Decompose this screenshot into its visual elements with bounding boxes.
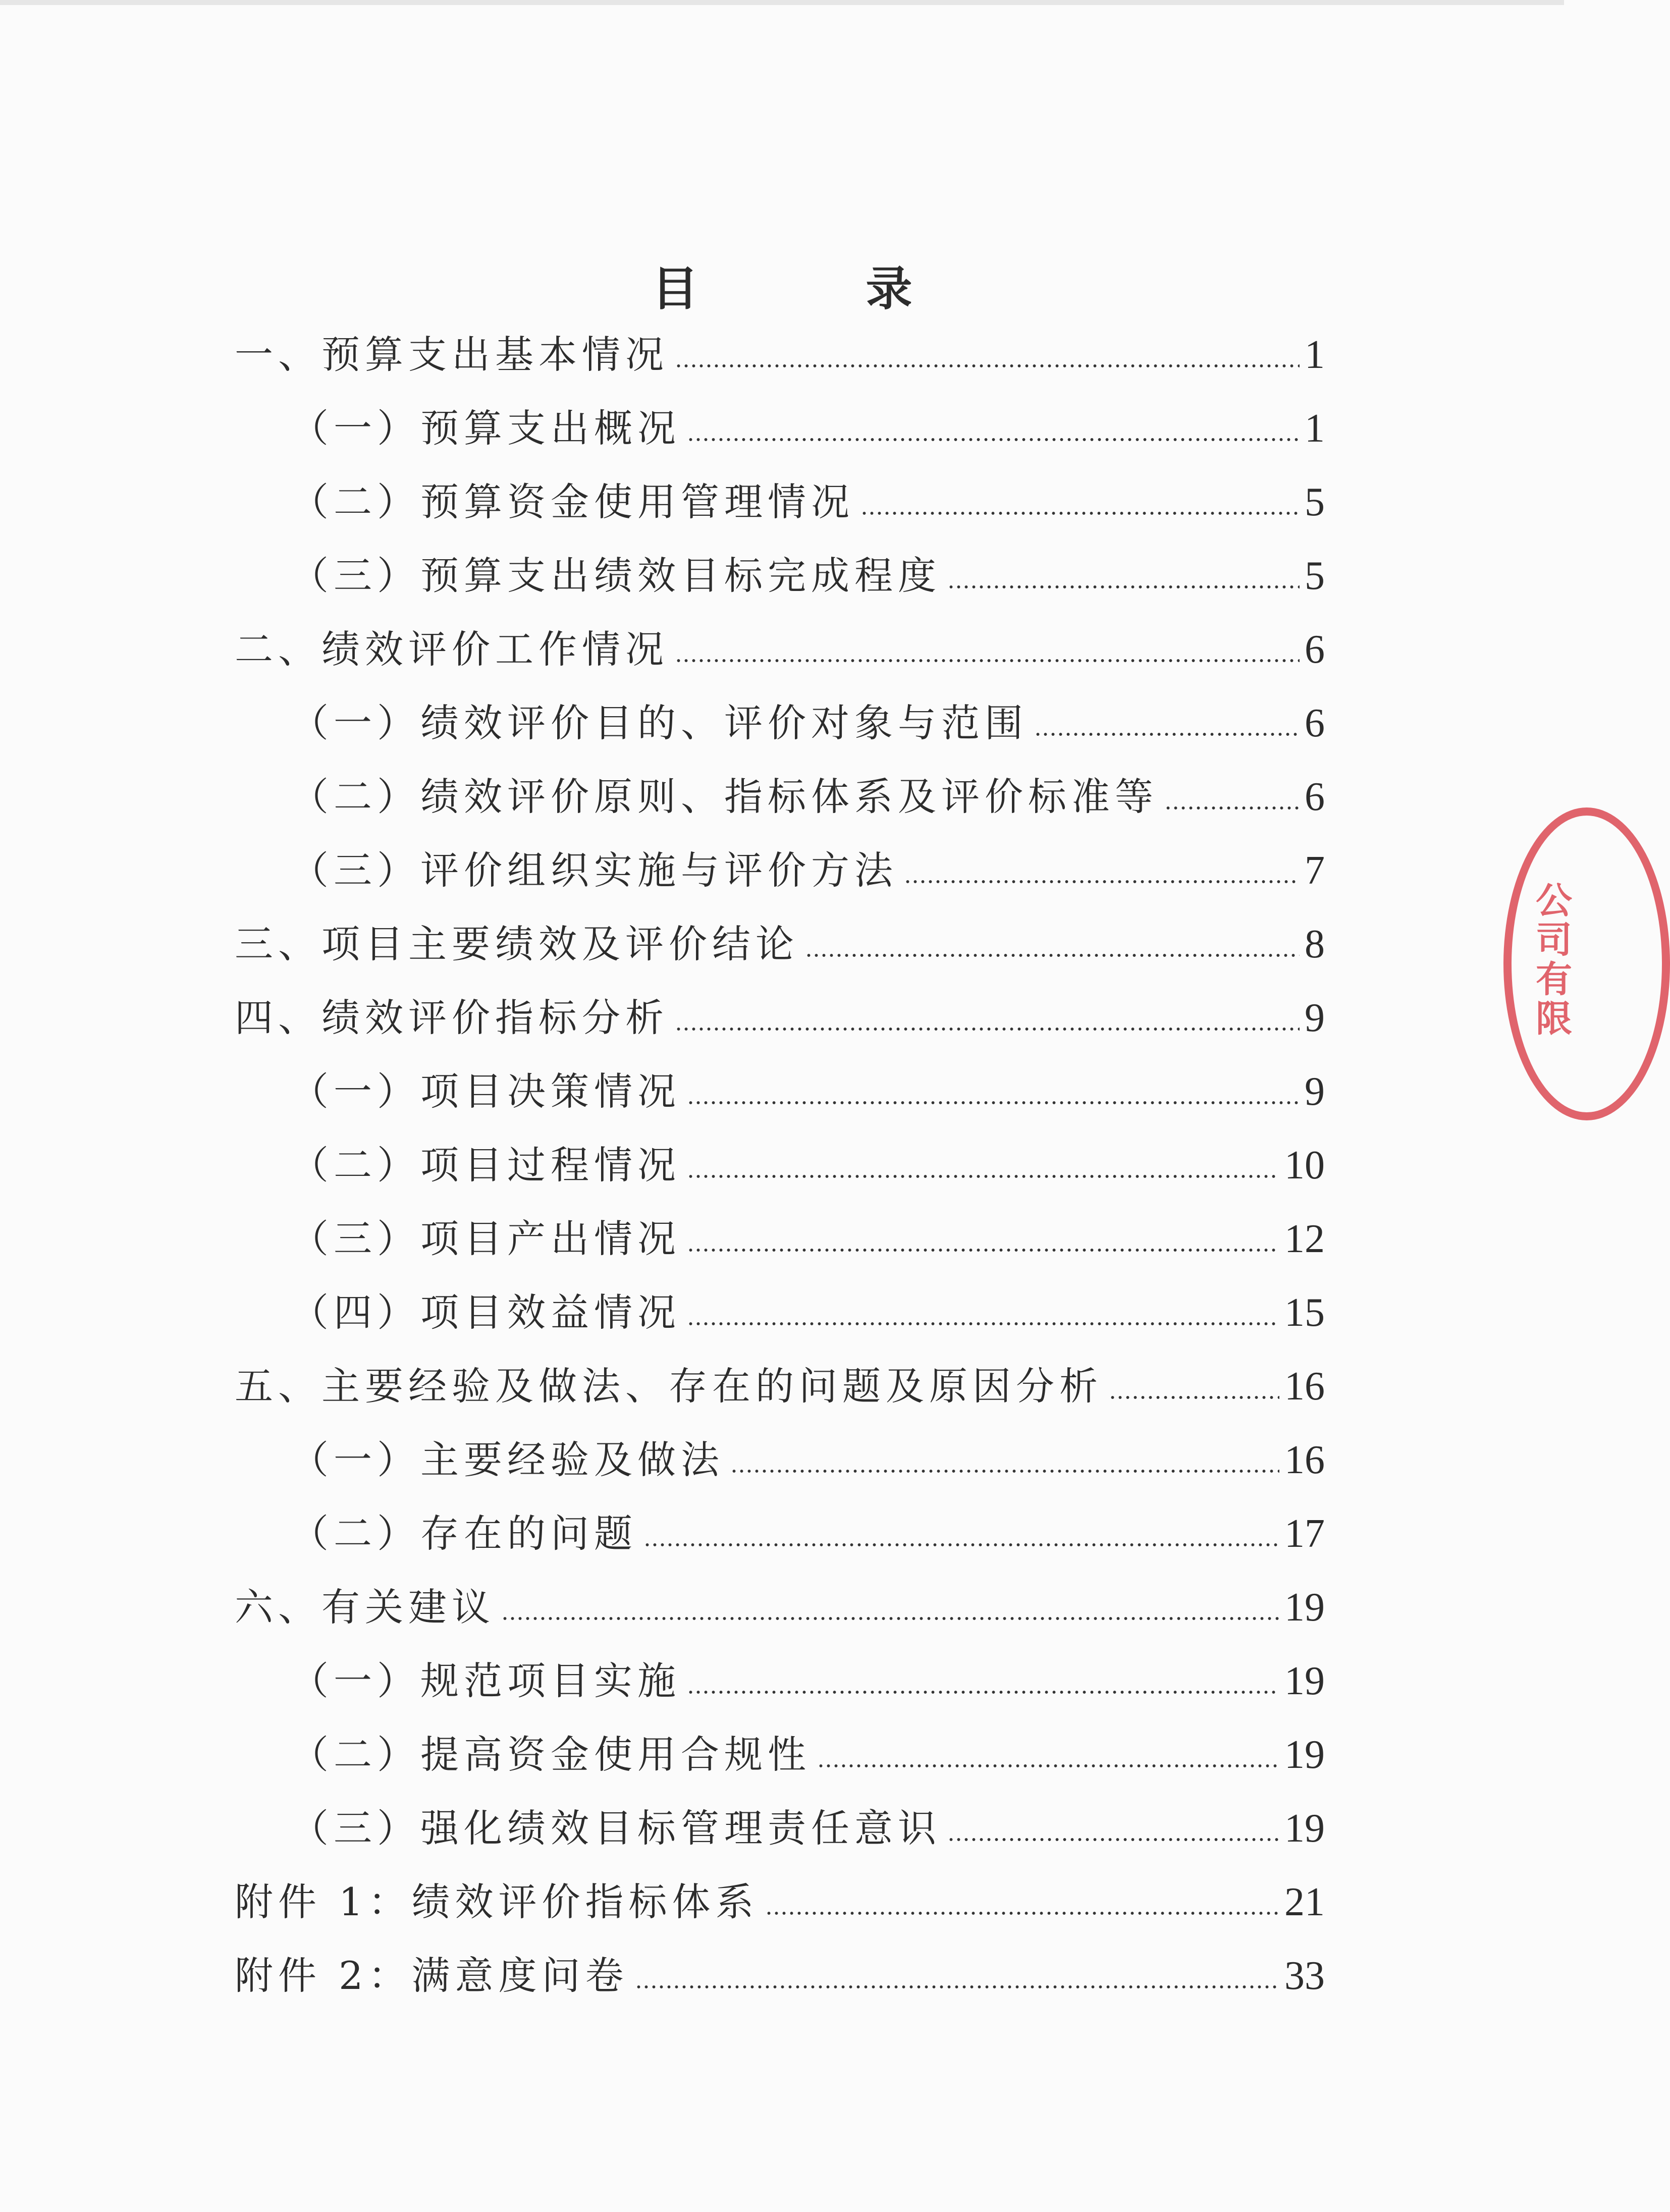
dot-leader: [805, 953, 1300, 958]
toc-entry-label: （一）项目决策情况: [290, 1069, 681, 1114]
dot-leader: [635, 1984, 1279, 1989]
toc-entry-page-number: 12: [1284, 1217, 1325, 1261]
toc-entry-label: （三）项目产出情况: [290, 1216, 681, 1261]
toc-entry[interactable]: [235, 1128, 1325, 1202]
dot-leader: [687, 1248, 1279, 1253]
dot-leader: [1034, 732, 1300, 737]
toc-entry-label: （二）绩效评价原则、指标体系及评价标准等: [290, 774, 1158, 819]
dot-leader: [501, 1616, 1279, 1621]
toc-entry-label: 五、主要经验及做法、存在的问题及原因分析: [235, 1364, 1103, 1409]
toc-entry-page-number: 17: [1284, 1512, 1325, 1556]
toc-entry-page-number: 9: [1305, 996, 1325, 1040]
toc-entry[interactable]: [235, 613, 1325, 686]
toc-entry-page-number: 6: [1305, 627, 1325, 672]
dot-leader: [947, 584, 1300, 589]
toc-entry-page-number: 19: [1284, 1733, 1325, 1777]
toc-entry[interactable]: [235, 760, 1325, 834]
toc-entry-page-number: 16: [1284, 1438, 1325, 1482]
toc-entry[interactable]: [235, 1350, 1325, 1423]
toc-entry-label: （三）强化绩效目标管理责任意识: [290, 1806, 941, 1851]
toc-entry[interactable]: [235, 539, 1325, 613]
toc-entry[interactable]: [235, 1644, 1325, 1718]
table-of-contents: [235, 318, 1325, 2013]
toc-entry[interactable]: [235, 1718, 1325, 1792]
toc-entry-page-number: 15: [1284, 1290, 1325, 1335]
toc-entry-label: 一、预算支出基本情况: [235, 332, 669, 377]
dot-leader: [687, 1690, 1279, 1695]
toc-entry[interactable]: [235, 1497, 1325, 1571]
toc-entry-label: （二）项目过程情况: [290, 1143, 681, 1188]
dot-leader: [675, 363, 1300, 368]
toc-entry-page-number: 5: [1305, 480, 1325, 524]
dot-leader: [947, 1837, 1279, 1842]
toc-entry[interactable]: [235, 907, 1325, 981]
toc-entry-page-number: 1: [1305, 406, 1325, 451]
toc-entry[interactable]: [235, 981, 1325, 1055]
toc-entry[interactable]: [235, 686, 1325, 760]
toc-entry-page-number: 10: [1284, 1143, 1325, 1188]
toc-entry-label: 二、绩效评价工作情况: [235, 627, 669, 672]
dot-leader: [643, 1542, 1279, 1547]
dot-leader: [860, 511, 1300, 516]
toc-entry[interactable]: [235, 1571, 1325, 1644]
toc-entry-label: 附件 2：满意度问卷: [235, 1953, 629, 1998]
dot-leader: [687, 1174, 1279, 1179]
toc-entry-page-number: 5: [1305, 554, 1325, 598]
dot-leader: [687, 1321, 1279, 1326]
toc-entry-page-number: 19: [1284, 1806, 1325, 1851]
dot-leader: [687, 437, 1300, 442]
toc-entry-page-number: 6: [1305, 775, 1325, 819]
toc-entry-label: （三）预算支出绩效目标完成程度: [290, 553, 941, 598]
toc-entry-page-number: 19: [1284, 1659, 1325, 1703]
dot-leader: [730, 1469, 1279, 1474]
toc-entry-label: （四）项目效益情况: [290, 1290, 681, 1335]
toc-entry-label: 六、有关建议: [235, 1585, 495, 1630]
dot-leader: [675, 658, 1300, 663]
toc-entry-page-number: 21: [1284, 1880, 1325, 1924]
toc-entry[interactable]: [235, 1055, 1325, 1128]
toc-entry[interactable]: [235, 392, 1325, 465]
toc-entry-label: 附件 1：绩效评价指标体系: [235, 1879, 759, 1924]
dot-leader: [1164, 805, 1300, 811]
page-top-edge: [0, 0, 1564, 5]
toc-entry-label: 四、绩效评价指标分析: [235, 995, 669, 1040]
toc-entry-page-number: 33: [1284, 1954, 1325, 1998]
toc-entry-page-number: 16: [1284, 1364, 1325, 1409]
toc-entry[interactable]: [235, 1939, 1325, 2013]
dot-leader: [904, 879, 1300, 884]
toc-entry-label: （二）提高资金使用合规性: [290, 1732, 811, 1777]
toc-entry[interactable]: [235, 465, 1325, 539]
toc-entry-label: （一）规范项目实施: [290, 1658, 681, 1703]
toc-entry-label: 三、项目主要绩效及评价结论: [235, 922, 799, 966]
toc-entry[interactable]: [235, 1792, 1325, 1865]
toc-entry-label: （二）预算资金使用管理情况: [290, 479, 854, 524]
toc-entry-page-number: 6: [1305, 701, 1325, 745]
toc-entry-label: （一）绩效评价目的、评价对象与范围: [290, 700, 1028, 745]
dot-leader: [765, 1911, 1279, 1916]
toc-entry-page-number: 19: [1284, 1585, 1325, 1630]
company-seal-stamp: [1503, 807, 1670, 1120]
toc-entry-label: （三）评价组织实施与评价方法: [290, 848, 898, 893]
toc-entry[interactable]: [235, 1202, 1325, 1276]
toc-entry-label: （一）主要经验及做法: [290, 1437, 724, 1482]
seal-text: 公司有限: [1530, 881, 1572, 1039]
dot-leader: [817, 1763, 1279, 1768]
dot-leader: [1109, 1395, 1279, 1400]
dot-leader: [687, 1100, 1300, 1105]
toc-entry[interactable]: [235, 1276, 1325, 1350]
page-title: 目 录: [652, 261, 988, 316]
toc-entry-label: （二）存在的问题: [290, 1511, 637, 1556]
toc-entry[interactable]: [235, 834, 1325, 907]
dot-leader: [675, 1027, 1300, 1032]
toc-entry[interactable]: [235, 318, 1325, 392]
toc-entry[interactable]: [235, 1423, 1325, 1497]
toc-entry-page-number: 7: [1305, 848, 1325, 893]
toc-entry-page-number: 9: [1305, 1069, 1325, 1114]
toc-entry-label: （一）预算支出概况: [290, 406, 681, 451]
toc-entry[interactable]: [235, 1865, 1325, 1939]
toc-entry-page-number: 1: [1305, 333, 1325, 377]
toc-entry-page-number: 8: [1305, 922, 1325, 966]
